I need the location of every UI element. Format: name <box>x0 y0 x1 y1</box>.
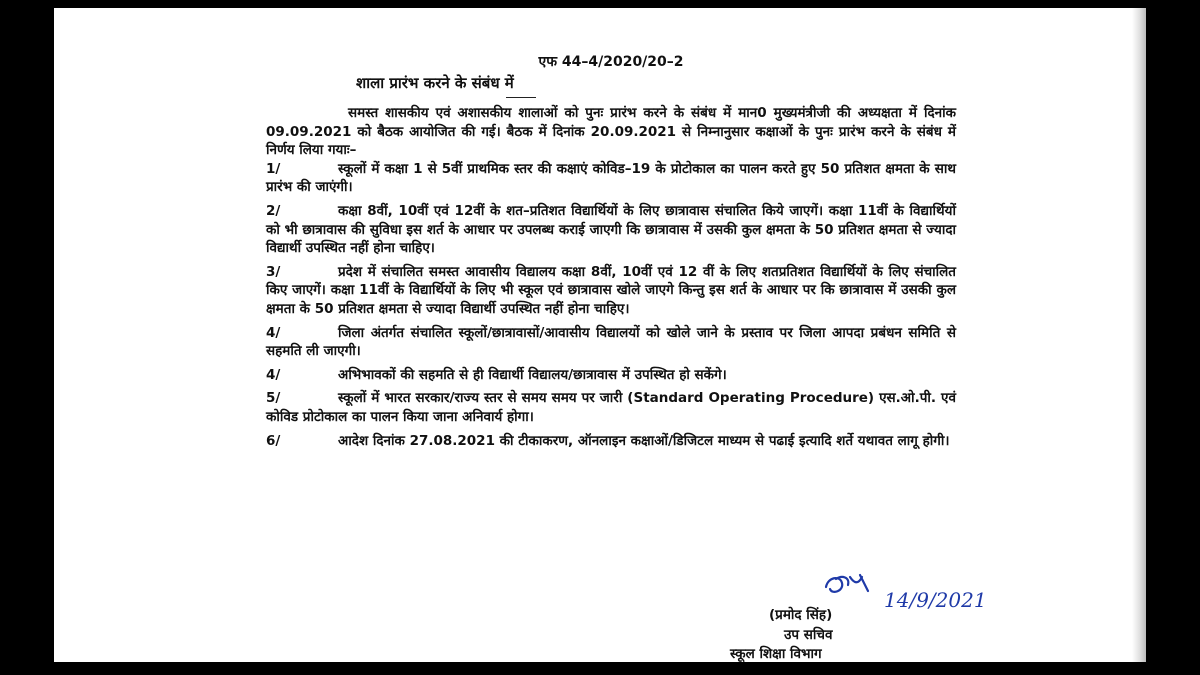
list-item <box>266 263 956 319</box>
signature-date: 14/9/2021 <box>884 588 987 612</box>
reference-number: एफ 44–4/2020/20–2 <box>538 54 684 70</box>
point-text: आदेश दिनांक 27.08.2021 की टीकाकरण, ऑनलाइन कक्षाओं/डिजिटल माध्यम से पढाई इत्यादि शर्ते यथावत लागू होगी। <box>338 432 950 449</box>
intro-paragraph: समस्त शासकीय एवं अशासकीय शालाओं को पुनः प्रारंभ करने के संबंध में मान0 मुख्यमंत्रीजी की अध्यक्षता में दिनांक 09.09.2021 को बैठक आयोजित की गई। बैठक में दिनांक 20.09.2021 से निम्नानुसार कक्षाओं के पुनः प्रारंभ करने के संबंध में निर्णय लिया गयाः– <box>266 105 956 159</box>
subject-underline <box>506 97 536 98</box>
point-text: अभिभावकों की सहमति से ही विद्यार्थी विद्यालय/छात्रावास में उपस्थित हो सकेंगे। <box>338 366 727 383</box>
point-text: कक्षा 8वीं, 10वीं एवं 12वीं के शत–प्रतिशत विद्यार्थियों के लिए छात्रावास संचालित किये जाएगें। कक्षा 11वीं के विद्यार्थियों को भी छात्रावास की सुविधा इस शर्त के आधार पर उपलब्ध कराई जाएगी कि छात्रावास में उसकी कुल क्षमता के 50 प्रतिशत क्षमता से ज्यादा विद्यार्थी उपस्थित नहीं होना चाहिए। <box>266 202 956 257</box>
page-edge-shadow <box>1132 8 1146 662</box>
point-number: 4/ <box>266 324 281 341</box>
point-number: 2/ <box>266 202 281 219</box>
point-number: 3/ <box>266 263 281 280</box>
list-item <box>266 324 956 361</box>
point-text: प्रदेश में संचालित समस्त आवासीय विद्यालय कक्षा 8वीं, 10वीं एवं 12 वीं के लिए शतप्रतिशत विद्यार्थियों के लिए संचालित किए जाएगें। कक्षा 11वीं के विद्यार्थियों के लिए भी स्कूल एवं छात्रावास खोले जाएगे किन्तु इस शर्त के आधार पर कि छात्रावास में उसकी कुल क्षमता के 50 प्रतिशत क्षमता से ज्यादा विद्यार्थी उपस्थित नहीं होना चाहिए। <box>266 263 956 317</box>
list-item <box>266 366 956 385</box>
point-text: स्कूलों में कक्षा 1 से 5वीं प्राथमिक स्तर की कक्षाएं कोविड–19 के प्रोटोकाल का पालन करते हुए 50 प्रतिशत क्षमता के साथ प्रारंभ की जाएंगी। <box>266 160 956 196</box>
document-subject: शाला प्रारंभ करने के संबंध में <box>356 74 514 92</box>
point-number: 1/ <box>266 160 281 177</box>
handwritten-signature <box>824 573 1014 613</box>
point-text: स्कूलों में भारत सरकार/राज्य स्तर से समय समय पर जारी (Standard Operating Procedure) एस.ओ.पी. एवं कोविड प्रोटोकाल का पालन किया जाना अनिवार्य होगा। <box>266 390 956 425</box>
signatory-department: स्कूल शिक्षा विभाग <box>730 646 822 662</box>
document-page <box>54 8 1146 662</box>
signatory-designation: उप सचिव <box>784 627 833 643</box>
point-number: 4/ <box>266 366 281 383</box>
list-item <box>266 432 956 451</box>
list-item <box>266 202 956 258</box>
document-body <box>266 52 956 455</box>
point-number: 5/ <box>266 390 281 407</box>
point-number: 6/ <box>266 432 281 449</box>
point-text: जिला अंतर्गत संचालित स्कूलों/छात्रावासों/आवासीय विद्यालयों को खोले जाने के प्रस्ताव पर जिला आपदा प्रबंधन समिति से सहमति ली जाएगी। <box>266 324 956 360</box>
signatory-name: (प्रमोद सिंह) <box>769 607 833 623</box>
list-item <box>266 160 956 197</box>
list-item <box>266 389 956 426</box>
